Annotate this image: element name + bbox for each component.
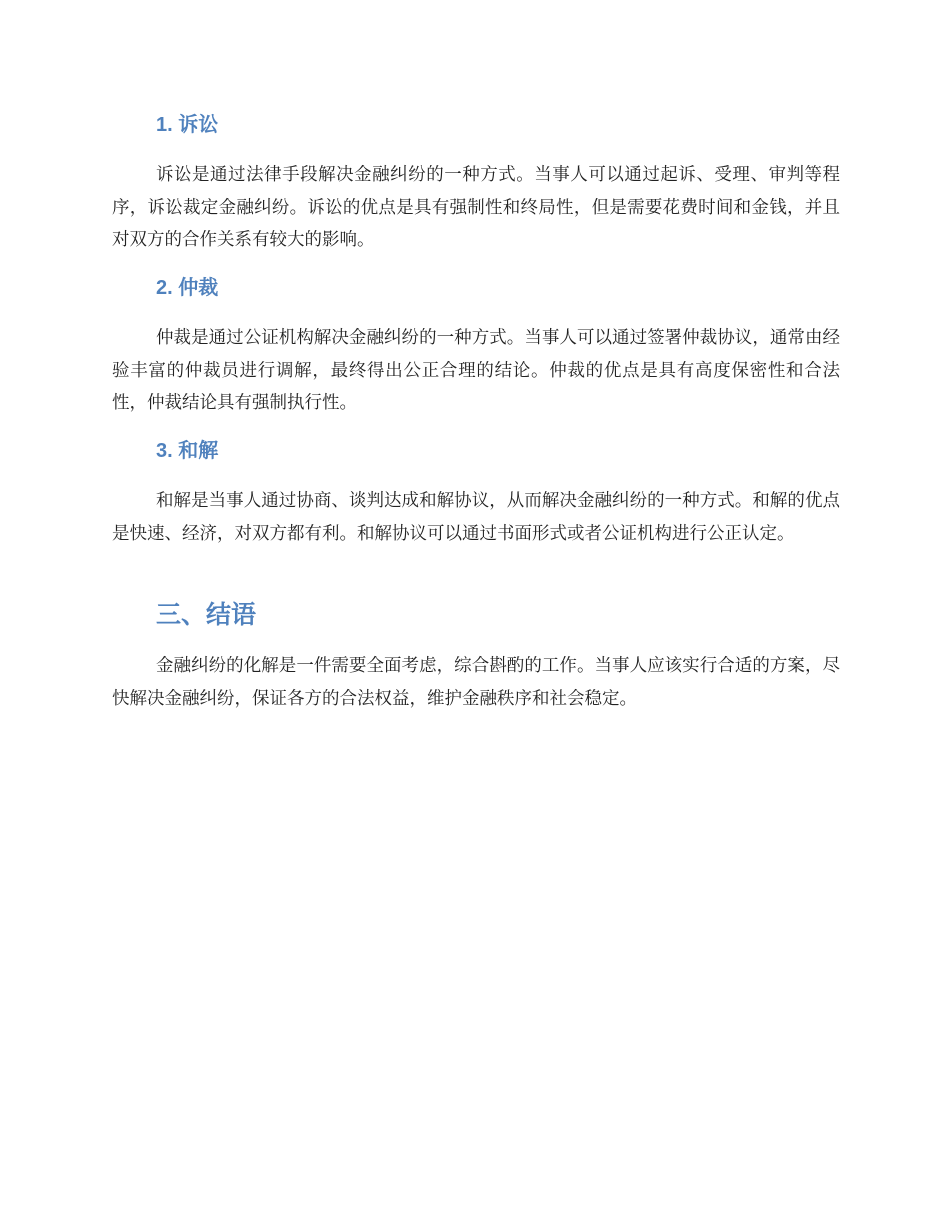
section-heading-litigation: 1. 诉讼 — [156, 114, 219, 136]
section-body-arbitration: 仲裁是通过公证机构解决金融纠纷的一种方式。当事人可以通过签署仲裁协议，通常由经验丰富的仲裁员进行调解，最终得出公正合理的结论。仲裁的优点是具有高度保密性和合法性，仲裁结论具有强制执行性。 — [112, 328, 840, 413]
conclusion-heading: 三、结语 — [156, 600, 257, 629]
section-heading-settlement: 3. 和解 — [156, 440, 219, 462]
conclusion-body: 金融纠纷的化解是一件需要全面考虑，综合斟酌的工作。当事人应该实行合适的方案，尽快解决金融纠纷，保证各方的合法权益，维护金融秩序和社会稳定。 — [112, 656, 840, 709]
section-heading-arbitration: 2. 仲裁 — [156, 277, 219, 299]
section-body-litigation: 诉讼是通过法律手段解决金融纠纷的一种方式。当事人可以通过起诉、受理、审判等程序，诉讼裁定金融纠纷。诉讼的优点是具有强制性和终局性，但是需要花费时间和金钱，并且对双方的合作关系有较大的影响。 — [112, 165, 840, 250]
section-body-settlement: 和解是当事人通过协商、谈判达成和解协议，从而解决金融纠纷的一种方式。和解的优点是快速、经济，对双方都有利。和解协议可以通过书面形式或者公证机构进行公正认定。 — [112, 491, 840, 544]
